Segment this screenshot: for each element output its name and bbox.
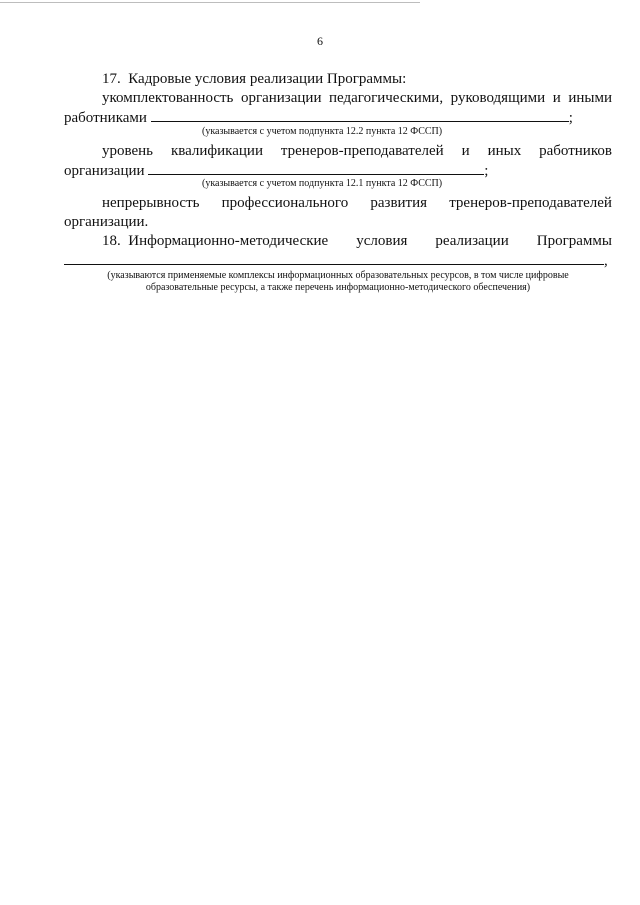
line-suffix: , — [604, 253, 608, 269]
scan-edge-line — [0, 2, 420, 3]
word: профессионального — [221, 195, 349, 211]
word: руководящими — [450, 90, 546, 106]
qualification-line-1 — [64, 142, 612, 161]
qualification-footnote: (указывается с учетом подпункта 12.1 пункта 12 ФССП) — [202, 178, 443, 189]
word: иных — [487, 143, 522, 159]
line-prefix: организации — [64, 163, 145, 179]
word: тренеров-преподавателей — [449, 195, 612, 211]
word: иными — [568, 90, 612, 106]
section-18-heading — [64, 232, 612, 251]
word: педагогическими, — [329, 90, 444, 106]
section-17-heading: 17. Кадровые условия реализации Программы: — [102, 71, 407, 87]
word: условия — [356, 233, 408, 249]
word: развития — [370, 195, 428, 211]
methodical-blank-field[interactable] — [64, 251, 604, 265]
word: 18. Информационно-методические — [102, 233, 329, 249]
staffing-footnote: (указывается с учетом подпункта 12.2 пункта 12 ФССП) — [202, 126, 443, 137]
word: укомплектованность — [102, 90, 234, 106]
page-number: 6 — [317, 34, 323, 48]
staffing-blank-field[interactable] — [151, 108, 569, 122]
methodical-footnote-line-1: (указываются применяемые комплексы информационных образовательных ресурсов, в том числе цифровые — [107, 270, 569, 281]
development-line-1 — [64, 194, 612, 213]
line-prefix: работниками — [64, 110, 147, 126]
methodical-footnote-line-2: образовательные ресурсы, а также перечень информационно-методического обеспечения) — [145, 282, 531, 293]
word: реализации — [435, 233, 509, 249]
word: тренеров-преподавателей — [280, 143, 444, 159]
word: и — [461, 143, 470, 159]
methodical-line-2 — [64, 251, 612, 271]
word: организации — [240, 90, 322, 106]
word: уровень — [102, 143, 154, 159]
qualification-blank-field[interactable] — [148, 161, 484, 175]
line-suffix: ; — [568, 110, 573, 126]
word: работников — [539, 143, 612, 159]
word: квалификации — [170, 143, 263, 159]
word: и — [552, 90, 561, 106]
development-line-2: организации. — [64, 214, 149, 230]
line-suffix: ; — [484, 163, 489, 179]
word: Программы — [536, 233, 612, 249]
staffing-line-2 — [64, 108, 612, 128]
word: непрерывность — [102, 195, 200, 211]
staffing-line-1 — [64, 89, 612, 108]
